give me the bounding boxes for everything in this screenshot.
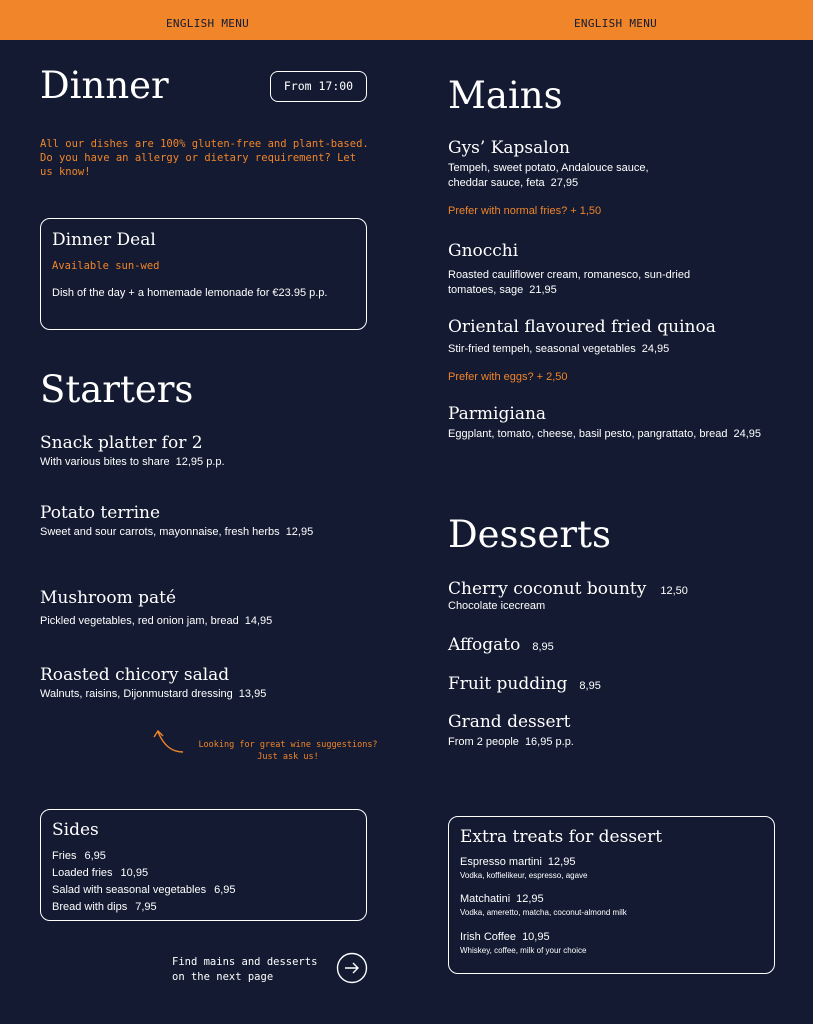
- item-price: 12,95: [547, 856, 576, 868]
- notice-line: Do you have an allergy or dietary requirement? Let: [40, 152, 357, 164]
- time-badge: From 17:00: [270, 71, 367, 102]
- item-desc: Chocolate icecream: [448, 600, 546, 612]
- wine-note-line: Just ask us!: [257, 752, 319, 762]
- item-name: Oriental flavoured fried quinoa: [448, 317, 716, 337]
- starter-item: [40, 503, 313, 540]
- item-desc: With various bites to share: [40, 456, 170, 468]
- item-name: Espresso martini: [460, 856, 542, 868]
- treat-item: [460, 930, 586, 956]
- mains-title: Mains: [448, 74, 563, 117]
- dessert-item: [448, 674, 601, 694]
- item-price: 10,95: [522, 931, 550, 943]
- item-name: Matchatini: [460, 893, 511, 905]
- item-desc: Walnuts, raisins, Dijonmustard dressing: [40, 688, 233, 700]
- item-price: 14,95: [244, 615, 273, 627]
- deal-title: Dinner Deal: [52, 230, 156, 250]
- item-price: 8,95: [579, 680, 601, 692]
- item-price: 27,95: [550, 177, 579, 189]
- treat-item: [460, 892, 627, 918]
- item-name: Snack platter for 2: [40, 433, 203, 453]
- deal-text: Dish of the day + a homemade lemonade for €23.95 p.p.: [52, 287, 328, 299]
- item-price: 8,95: [532, 641, 554, 653]
- item-desc: Pickled vegetables, red onion jam, bread: [40, 615, 239, 627]
- item-desc: Eggplant, tomato, cheese, basil pesto, pangrattato, bread: [448, 428, 728, 440]
- wine-note-line: Looking for great wine suggestions?: [198, 740, 378, 750]
- starter-item: [40, 588, 272, 629]
- item-name: Fruit pudding: [448, 674, 568, 694]
- item-desc: Sweet and sour carrots, mayonnaise, fresh herbs: [40, 526, 280, 538]
- wine-note: [196, 739, 380, 763]
- item-price: 24,95: [641, 343, 670, 355]
- item-price: 12,50: [660, 585, 688, 597]
- item-price: 21,95: [529, 284, 557, 296]
- item-name: Irish Coffee: [460, 931, 517, 943]
- item-name: Gnocchi: [448, 241, 519, 261]
- dessert-item: [448, 579, 688, 614]
- item-name: Gys’ Kapsalon: [448, 138, 570, 158]
- side-item: Bread with dips 7,95: [52, 901, 157, 913]
- item-name: Grand dessert: [448, 712, 571, 732]
- starter-item: [40, 665, 266, 702]
- item-desc: tomatoes, sage: [448, 284, 524, 296]
- main-item: [448, 404, 761, 442]
- dinner-title: Dinner: [40, 64, 169, 107]
- item-desc: Stir-fried tempeh, seasonal vegetables: [448, 343, 636, 355]
- side-item: Salad with seasonal vegetables 6,95: [52, 884, 236, 896]
- item-extra: Prefer with eggs? + 2,50: [448, 371, 568, 383]
- item-desc: Tempeh, sweet potato, Andalouce sauce,: [448, 162, 649, 174]
- sides-title: Sides: [52, 820, 99, 840]
- sides-list: [52, 848, 236, 916]
- item-name: Affogato: [448, 635, 521, 655]
- header-label-left: ENGLISH MENU: [166, 17, 250, 30]
- item-extra: Prefer with normal fries? + 1,50: [448, 205, 602, 217]
- item-name: Mushroom paté: [40, 588, 177, 608]
- item-desc: Vodka, koffielikeur, espresso, agave: [460, 871, 588, 880]
- arrow-right-circle-icon[interactable]: [336, 952, 368, 984]
- dessert-item: [448, 712, 574, 750]
- item-name: Roasted chicory salad: [40, 665, 230, 685]
- dessert-item: [448, 635, 554, 655]
- next-page-line: Find mains and desserts: [172, 956, 318, 968]
- item-price: 16,95 p.p.: [524, 736, 574, 748]
- item-desc: From 2 people: [448, 736, 519, 748]
- curved-arrow-icon: [152, 728, 186, 756]
- item-desc: Vodka, ameretto, matcha, coconut-almond milk: [460, 908, 627, 917]
- starters-title: Starters: [40, 368, 194, 411]
- main-item: [448, 241, 690, 298]
- main-item: [448, 138, 649, 219]
- deal-availability: Available sun-wed: [52, 260, 160, 272]
- treat-item: [460, 855, 588, 881]
- item-name: Parmigiana: [448, 404, 547, 424]
- item-price: 12,95: [516, 893, 544, 905]
- item-price: 12,95: [285, 526, 314, 538]
- item-desc: cheddar sauce, feta: [448, 177, 545, 189]
- header-label-right: ENGLISH MENU: [574, 17, 658, 30]
- item-price: 12,95 p.p.: [175, 456, 225, 468]
- item-name: Potato terrine: [40, 503, 161, 523]
- dinner-deal-box: [40, 218, 367, 330]
- item-desc: Roasted cauliflower cream, romanesco, sun-dried: [448, 269, 691, 281]
- extra-treats-box: [448, 816, 775, 974]
- item-desc: Whiskey, coffee, milk of your choice: [460, 946, 587, 955]
- header-bar: [0, 0, 813, 40]
- next-page-line: on the next page: [172, 971, 274, 983]
- notice-line: us know!: [40, 166, 91, 178]
- next-page-note: [172, 955, 317, 985]
- item-name: Cherry coconut bounty: [448, 579, 647, 599]
- item-price: 13,95: [238, 688, 267, 700]
- item-price: 24,95: [733, 428, 761, 440]
- main-item: [448, 317, 716, 385]
- desserts-title: Desserts: [448, 513, 611, 556]
- dietary-notice: [40, 137, 369, 179]
- treats-title: Extra treats for dessert: [460, 827, 663, 847]
- notice-line: All our dishes are 100% gluten-free and plant-based.: [40, 138, 369, 150]
- sides-box: [40, 809, 367, 921]
- side-item: Loaded fries 10,95: [52, 867, 149, 879]
- starter-item: [40, 433, 225, 470]
- side-item: Fries 6,95: [52, 850, 106, 862]
